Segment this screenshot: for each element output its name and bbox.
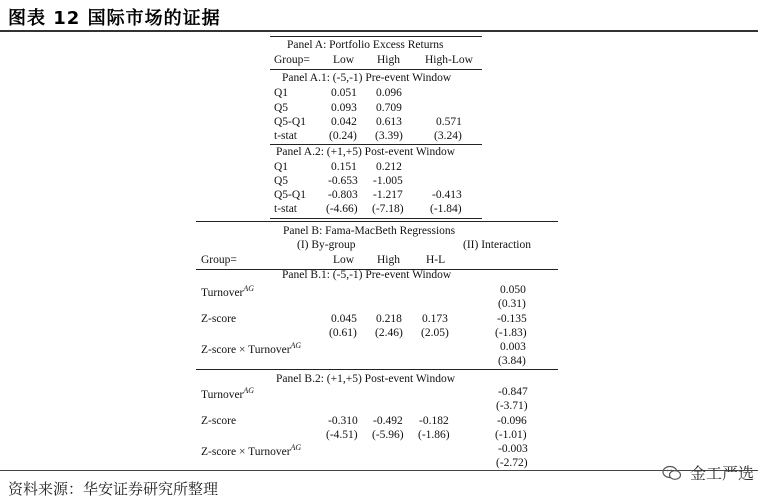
a1-q5-low: 0.093	[331, 102, 357, 114]
b1-cross-sup: AG	[290, 341, 302, 350]
panel-a-header-low: Low	[333, 54, 355, 66]
b2-cross-coef: -0.003	[498, 443, 528, 455]
b2-zscore-int-t: (-1.01)	[495, 429, 527, 441]
a1-q5-label: Q5	[274, 102, 289, 114]
b1-turnover-label	[201, 284, 254, 299]
panel-a1-title: Panel A.1: (-5,-1) Pre-event Window	[282, 72, 452, 84]
a1-tstat-low: (0.24)	[329, 130, 357, 142]
a2-q5-label: Q5	[274, 175, 289, 187]
a1-diff-high: 0.613	[376, 116, 402, 128]
b1-cross-t: (3.84)	[498, 355, 526, 367]
b2-zscore-high-t: (-5.96)	[372, 429, 404, 441]
panel-b1-rule	[196, 369, 558, 370]
a1-diff-low: 0.042	[331, 116, 357, 128]
a2-q5-high: -1.005	[373, 175, 403, 187]
b1-zscore-low: 0.045	[331, 313, 357, 325]
a2-tstat-label: t-stat	[274, 203, 297, 215]
b2-zscore-int: -0.096	[497, 415, 527, 427]
a2-tstat-low: (-4.66)	[326, 203, 358, 215]
b1-zscore-hl: 0.173	[422, 313, 448, 325]
b1-zscore-label: Z-score	[201, 313, 237, 325]
a2-tstat-high: (-7.18)	[372, 203, 404, 215]
panel-b-top-rule	[196, 221, 558, 222]
panel-b-header-group: Group=	[201, 254, 237, 266]
a1-q5-high: 0.709	[376, 102, 402, 114]
b2-zscore-hl: -0.182	[419, 415, 449, 427]
panel-b1-title: Panel B.1: (-5,-1) Pre-event Window	[282, 269, 452, 281]
a1-tstat-label: t-stat	[274, 130, 297, 142]
b2-turnover-name: Turnover	[201, 388, 244, 401]
b2-turnover-t: (-3.71)	[496, 400, 528, 412]
a1-q1-low: 0.051	[331, 87, 357, 99]
b2-zscore-high: -0.492	[373, 415, 403, 427]
b1-zscore-hl-t: (2.05)	[421, 327, 449, 339]
a2-diff-high: -1.217	[373, 189, 403, 201]
b2-turnover-coef: -0.847	[498, 386, 528, 398]
panel-b-bygroup: (I) By-group	[297, 239, 356, 251]
b2-cross-t: (-2.72)	[496, 457, 528, 469]
a2-diff-highlow: -0.413	[432, 189, 462, 201]
panel-b-title: Panel B: Fama-MacBeth Regressions	[283, 225, 456, 237]
b1-turnover-coef: 0.050	[500, 284, 526, 296]
a2-diff-label: Q5-Q1	[274, 189, 306, 201]
b1-zscore-int: -0.135	[497, 313, 527, 325]
panel-b-header-high: High	[377, 254, 400, 266]
a1-q1-label: Q1	[274, 87, 289, 99]
a1-tstat-highlow: (3.24)	[434, 130, 462, 142]
figure-title: 图表 12 国际市场的证据	[8, 8, 221, 29]
a2-q5-low: -0.653	[328, 175, 358, 187]
panel-a1-rule	[270, 144, 482, 145]
b2-turnover-sup: AG	[243, 386, 255, 395]
a1-diff-label: Q5-Q1	[274, 116, 306, 128]
a1-tstat-high: (3.39)	[375, 130, 403, 142]
b2-zscore-low-t: (-4.51)	[326, 429, 358, 441]
panel-b-header-hl: H-L	[426, 254, 446, 266]
b2-zscore-label: Z-score	[201, 415, 237, 427]
panel-b-header-low: Low	[333, 254, 355, 266]
source-rule	[0, 470, 758, 471]
b1-zscore-low-t: (0.61)	[329, 327, 357, 339]
b1-cross-name: Z-score × Turnover	[201, 343, 291, 356]
source-note: 资料来源：华安证券研究所整理	[8, 480, 219, 498]
b2-zscore-hl-t: (-1.86)	[418, 429, 450, 441]
a2-q1-low: 0.151	[331, 161, 357, 173]
b1-cross-coef: 0.003	[500, 341, 526, 353]
b1-turnover-name: Turnover	[201, 286, 244, 299]
panel-a2-title: Panel A.2: (+1,+5) Post-event Window	[276, 146, 456, 158]
b2-turnover-label	[201, 386, 254, 401]
panel-a-header-high: High	[377, 54, 400, 66]
b2-cross-name: Z-score × Turnover	[201, 445, 291, 458]
wechat-icon	[662, 465, 682, 481]
watermark-text: 金工严选	[690, 464, 755, 483]
b2-cross-sup: AG	[290, 443, 302, 452]
b1-zscore-high-t: (2.46)	[375, 327, 403, 339]
b1-zscore-int-t: (-1.83)	[495, 327, 527, 339]
a2-q1-label: Q1	[274, 161, 289, 173]
panel-a-header-rule	[270, 69, 482, 70]
b1-cross-label	[201, 341, 301, 356]
a1-q1-high: 0.096	[376, 87, 402, 99]
b1-turnover-t: (0.31)	[498, 298, 526, 310]
watermark	[662, 461, 754, 484]
panel-b-interaction: (II) Interaction	[463, 239, 532, 251]
b2-zscore-low: -0.310	[328, 415, 358, 427]
b1-zscore-high: 0.218	[376, 313, 402, 325]
panel-a-top-rule	[270, 36, 482, 37]
panel-b2-title: Panel B.2: (+1,+5) Post-event Window	[276, 373, 456, 385]
a2-q1-high: 0.212	[376, 161, 402, 173]
panel-a-header-group: Group=	[274, 54, 310, 66]
panel-a-header-highlow: High-Low	[425, 54, 473, 66]
b1-turnover-sup: AG	[243, 284, 255, 293]
a2-tstat-highlow: (-1.84)	[430, 203, 462, 215]
panel-a-title: Panel A: Portfolio Excess Returns	[287, 39, 444, 51]
a2-diff-low: -0.803	[328, 189, 358, 201]
panel-a-bottom-rule	[270, 218, 482, 219]
a1-diff-highlow: 0.571	[436, 116, 462, 128]
b2-cross-label	[201, 443, 301, 458]
